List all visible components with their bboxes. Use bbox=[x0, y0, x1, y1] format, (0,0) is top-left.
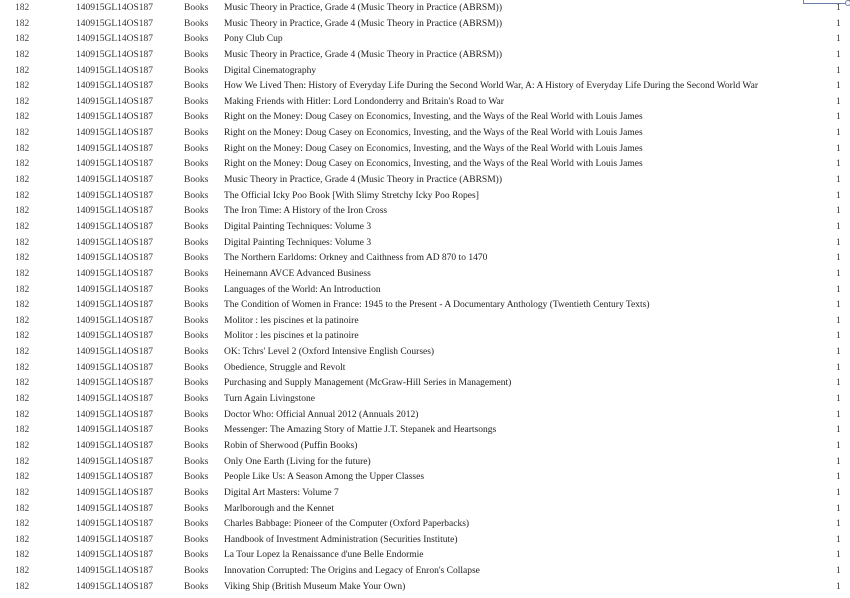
table-row[interactable] bbox=[0, 1, 850, 17]
table-row[interactable] bbox=[0, 470, 850, 486]
order-id-cell: 182 bbox=[15, 534, 30, 545]
code-cell: 140915GL14OS187 bbox=[76, 331, 154, 342]
category-cell: Books bbox=[184, 394, 209, 405]
code-cell: 140915GL14OS187 bbox=[76, 143, 154, 154]
order-id-cell: 182 bbox=[15, 315, 30, 326]
category-cell: Books bbox=[184, 581, 209, 592]
code-cell: 140915GL14OS187 bbox=[76, 112, 154, 123]
table-row[interactable] bbox=[0, 502, 850, 518]
title-cell: Only One Earth (Living for the future) bbox=[224, 456, 371, 467]
title-cell: Messenger: The Amazing Story of Mattie J.T. Stepanek and Heartsongs bbox=[224, 425, 497, 436]
title-cell: The Official Icky Poo Book [With Slimy Stretchy Icky Poo Ropes] bbox=[224, 190, 479, 201]
title-cell: Doctor Who: Official Annual 2012 (Annuals 2012) bbox=[224, 409, 419, 420]
quantity-cell: 1 bbox=[836, 253, 841, 264]
order-id-cell: 182 bbox=[15, 49, 30, 60]
code-cell: 140915GL14OS187 bbox=[76, 519, 154, 530]
quantity-cell: 1 bbox=[836, 300, 841, 311]
category-cell: Books bbox=[184, 519, 209, 530]
table-row[interactable] bbox=[0, 283, 850, 299]
quantity-cell: 1 bbox=[836, 487, 841, 498]
category-cell: Books bbox=[184, 65, 209, 76]
title-cell: Digital Painting Techniques: Volume 3 bbox=[224, 237, 372, 248]
order-id-cell: 182 bbox=[15, 394, 30, 405]
table-row[interactable] bbox=[0, 110, 850, 126]
quantity-cell: 1 bbox=[836, 284, 841, 295]
quantity-cell: 1 bbox=[836, 456, 841, 467]
category-cell: Books bbox=[184, 378, 209, 389]
code-cell: 140915GL14OS187 bbox=[76, 456, 154, 467]
quantity-cell: 1 bbox=[836, 206, 841, 217]
order-id-cell: 182 bbox=[15, 112, 30, 123]
code-cell: 140915GL14OS187 bbox=[76, 49, 154, 60]
table-row[interactable] bbox=[0, 126, 850, 142]
order-id-cell: 182 bbox=[15, 347, 30, 358]
order-id-cell: 182 bbox=[15, 143, 30, 154]
table-row[interactable] bbox=[0, 142, 850, 158]
order-id-cell: 182 bbox=[15, 487, 30, 498]
title-cell: Handbook of Investment Administration (Securities Institute) bbox=[224, 534, 458, 545]
quantity-cell: 1 bbox=[836, 65, 841, 76]
code-cell: 140915GL14OS187 bbox=[76, 440, 154, 451]
order-id-cell: 182 bbox=[15, 362, 30, 373]
order-id-cell: 182 bbox=[15, 81, 30, 92]
table-row[interactable] bbox=[0, 439, 850, 455]
code-cell: 140915GL14OS187 bbox=[76, 300, 154, 311]
title-cell: Making Friends with Hitler: Lord Londonderry and Britain's Road to War bbox=[224, 96, 504, 107]
quantity-cell: 1 bbox=[836, 503, 841, 514]
category-cell: Books bbox=[184, 128, 209, 139]
order-id-cell: 182 bbox=[15, 456, 30, 467]
code-cell: 140915GL14OS187 bbox=[76, 394, 154, 405]
table-row[interactable] bbox=[0, 267, 850, 283]
title-cell: Viking Ship (British Museum Make Your Own) bbox=[224, 581, 406, 592]
order-id-cell: 182 bbox=[15, 550, 30, 561]
table-row[interactable] bbox=[0, 455, 850, 471]
table-row[interactable] bbox=[0, 314, 850, 330]
code-cell: 140915GL14OS187 bbox=[76, 534, 154, 545]
quantity-cell: 1 bbox=[836, 440, 841, 451]
category-cell: Books bbox=[184, 112, 209, 123]
order-id-cell: 182 bbox=[15, 190, 30, 201]
code-cell: 140915GL14OS187 bbox=[76, 566, 154, 577]
title-cell: Marlborough and the Kennet bbox=[224, 503, 335, 514]
title-cell: Languages of the World: An Introduction bbox=[224, 284, 381, 295]
code-cell: 140915GL14OS187 bbox=[76, 190, 154, 201]
order-id-cell: 182 bbox=[15, 566, 30, 577]
quantity-cell: 1 bbox=[836, 409, 841, 420]
order-id-cell: 182 bbox=[15, 378, 30, 389]
table-row[interactable] bbox=[0, 95, 850, 111]
code-cell: 140915GL14OS187 bbox=[76, 253, 154, 264]
order-id-cell: 182 bbox=[15, 425, 30, 436]
category-cell: Books bbox=[184, 175, 209, 186]
category-cell: Books bbox=[184, 487, 209, 498]
order-id-cell: 182 bbox=[15, 175, 30, 186]
category-cell: Books bbox=[184, 34, 209, 45]
quantity-cell: 1 bbox=[836, 378, 841, 389]
order-id-cell: 182 bbox=[15, 581, 30, 592]
category-cell: Books bbox=[184, 190, 209, 201]
quantity-cell: 1 bbox=[836, 159, 841, 170]
title-cell: Digital Art Masters: Volume 7 bbox=[224, 487, 339, 498]
code-cell: 140915GL14OS187 bbox=[76, 221, 154, 232]
category-cell: Books bbox=[184, 221, 209, 232]
table-row[interactable] bbox=[0, 486, 850, 502]
table-row[interactable] bbox=[0, 408, 850, 424]
code-cell: 140915GL14OS187 bbox=[76, 206, 154, 217]
code-cell: 140915GL14OS187 bbox=[76, 81, 154, 92]
quantity-cell: 1 bbox=[836, 394, 841, 405]
title-cell: Turn Again Livingstone bbox=[224, 394, 315, 405]
order-id-cell: 182 bbox=[15, 96, 30, 107]
order-id-cell: 182 bbox=[15, 159, 30, 170]
title-cell: Charles Babbage: Pioneer of the Computer (Oxford Paperbacks) bbox=[224, 519, 470, 530]
title-cell: Music Theory in Practice, Grade 4 (Music Theory in Practice (ABRSM)) bbox=[224, 18, 502, 29]
table-row[interactable] bbox=[0, 298, 850, 314]
table-row[interactable] bbox=[0, 251, 850, 267]
code-cell: 140915GL14OS187 bbox=[76, 409, 154, 420]
code-cell: 140915GL14OS187 bbox=[76, 237, 154, 248]
category-cell: Books bbox=[184, 49, 209, 60]
table-row[interactable] bbox=[0, 173, 850, 189]
title-cell: Music Theory in Practice, Grade 4 (Music Theory in Practice (ABRSM)) bbox=[224, 3, 502, 13]
code-cell: 140915GL14OS187 bbox=[76, 268, 154, 279]
table-row[interactable] bbox=[0, 157, 850, 173]
order-id-cell: 182 bbox=[15, 409, 30, 420]
category-cell: Books bbox=[184, 284, 209, 295]
quantity-cell: 1 bbox=[836, 331, 841, 342]
order-id-cell: 182 bbox=[15, 3, 30, 13]
code-cell: 140915GL14OS187 bbox=[76, 581, 154, 592]
category-cell: Books bbox=[184, 315, 209, 326]
code-cell: 140915GL14OS187 bbox=[76, 362, 154, 373]
quantity-cell: 1 bbox=[836, 566, 841, 577]
title-cell: Music Theory in Practice, Grade 4 (Music Theory in Practice (ABRSM)) bbox=[224, 49, 502, 60]
category-cell: Books bbox=[184, 425, 209, 436]
code-cell: 140915GL14OS187 bbox=[76, 159, 154, 170]
table-row[interactable] bbox=[0, 79, 850, 95]
table-row[interactable] bbox=[0, 345, 850, 361]
title-cell: Obedience, Struggle and Revolt bbox=[224, 362, 346, 373]
title-cell: OK: Tchrs' Level 2 (Oxford Intensive English Courses) bbox=[224, 347, 435, 358]
quantity-cell: 1 bbox=[836, 96, 841, 107]
code-cell: 140915GL14OS187 bbox=[76, 3, 154, 13]
table-row[interactable] bbox=[0, 220, 850, 236]
quantity-cell: 1 bbox=[836, 112, 841, 123]
table-row[interactable] bbox=[0, 48, 850, 64]
quantity-cell: 1 bbox=[836, 347, 841, 358]
table-row[interactable] bbox=[0, 361, 850, 377]
order-id-cell: 182 bbox=[15, 221, 30, 232]
order-id-cell: 182 bbox=[15, 65, 30, 76]
category-cell: Books bbox=[184, 206, 209, 217]
title-cell: La Tour Lopez la Renaissance d'une Belle Endormie bbox=[224, 550, 424, 561]
quantity-cell: 1 bbox=[836, 581, 841, 592]
title-cell: Digital Painting Techniques: Volume 3 bbox=[224, 221, 372, 232]
table-row[interactable] bbox=[0, 204, 850, 220]
quantity-cell: 1 bbox=[836, 550, 841, 561]
category-cell: Books bbox=[184, 440, 209, 451]
quantity-cell: 1 bbox=[836, 237, 841, 248]
table-row[interactable] bbox=[0, 64, 850, 80]
quantity-cell: 1 bbox=[836, 143, 841, 154]
category-cell: Books bbox=[184, 409, 209, 420]
title-cell: Right on the Money: Doug Casey on Economics, Investing, and the Ways of the Real World with Louis James bbox=[224, 143, 643, 154]
order-id-cell: 182 bbox=[15, 519, 30, 530]
table-row[interactable] bbox=[0, 517, 850, 533]
title-cell: Right on the Money: Doug Casey on Economics, Investing, and the Ways of the Real World with Louis James bbox=[224, 159, 643, 170]
table-row[interactable] bbox=[0, 580, 850, 596]
code-cell: 140915GL14OS187 bbox=[76, 18, 154, 29]
order-id-cell: 182 bbox=[15, 206, 30, 217]
title-cell: Robin of Sherwood (Puffin Books) bbox=[224, 440, 358, 451]
code-cell: 140915GL14OS187 bbox=[76, 284, 154, 295]
resize-handle-icon[interactable] bbox=[845, 0, 850, 6]
table-row[interactable] bbox=[0, 17, 850, 33]
quantity-cell: 1 bbox=[836, 128, 841, 139]
order-id-cell: 182 bbox=[15, 300, 30, 311]
code-cell: 140915GL14OS187 bbox=[76, 472, 154, 483]
code-cell: 140915GL14OS187 bbox=[76, 487, 154, 498]
category-cell: Books bbox=[184, 503, 209, 514]
code-cell: 140915GL14OS187 bbox=[76, 175, 154, 186]
table-row[interactable] bbox=[0, 392, 850, 408]
title-cell: How We Lived Then: History of Everyday Life During the Second World War, A: A History of Everyday Life During the Second World War bbox=[224, 81, 759, 92]
title-cell: Innovation Corrupted: The Origins and Legacy of Enron's Collapse bbox=[224, 566, 480, 577]
table-row[interactable] bbox=[0, 189, 850, 205]
title-cell: The Condition of Women in France: 1945 to the Present - A Documentary Anthology (Twentieth Century Texts) bbox=[224, 300, 650, 311]
order-id-cell: 182 bbox=[15, 331, 30, 342]
category-cell: Books bbox=[184, 253, 209, 264]
quantity-cell: 1 bbox=[836, 472, 841, 483]
category-cell: Books bbox=[184, 331, 209, 342]
code-cell: 140915GL14OS187 bbox=[76, 128, 154, 139]
quantity-cell: 1 bbox=[836, 362, 841, 373]
title-cell: Purchasing and Supply Management (McGraw-Hill Series in Management) bbox=[224, 378, 512, 389]
quantity-cell: 1 bbox=[836, 190, 841, 201]
category-cell: Books bbox=[184, 550, 209, 561]
items-table bbox=[0, 1, 850, 595]
quantity-cell: 1 bbox=[836, 175, 841, 186]
code-cell: 140915GL14OS187 bbox=[76, 96, 154, 107]
table-row[interactable] bbox=[0, 548, 850, 564]
table-row[interactable] bbox=[0, 564, 850, 580]
code-cell: 140915GL14OS187 bbox=[76, 65, 154, 76]
title-cell: Music Theory in Practice, Grade 4 (Music Theory in Practice (ABRSM)) bbox=[224, 175, 502, 186]
category-cell: Books bbox=[184, 268, 209, 279]
order-id-cell: 182 bbox=[15, 268, 30, 279]
category-cell: Books bbox=[184, 159, 209, 170]
quantity-cell: 1 bbox=[836, 34, 841, 45]
category-cell: Books bbox=[184, 18, 209, 29]
code-cell: 140915GL14OS187 bbox=[76, 503, 154, 514]
order-id-cell: 182 bbox=[15, 237, 30, 248]
title-cell: Right on the Money: Doug Casey on Economics, Investing, and the Ways of the Real World with Louis James bbox=[224, 128, 643, 139]
title-cell: Pony Club Cup bbox=[224, 34, 283, 45]
quantity-cell: 1 bbox=[836, 81, 841, 92]
title-cell: Right on the Money: Doug Casey on Economics, Investing, and the Ways of the Real World with Louis James bbox=[224, 112, 643, 123]
category-cell: Books bbox=[184, 3, 209, 13]
quantity-cell: 1 bbox=[836, 221, 841, 232]
table-row[interactable] bbox=[0, 329, 850, 345]
category-cell: Books bbox=[184, 566, 209, 577]
table-row[interactable] bbox=[0, 423, 850, 439]
category-cell: Books bbox=[184, 534, 209, 545]
title-cell: Molitor : les piscines et la patinoire bbox=[224, 331, 359, 342]
category-cell: Books bbox=[184, 143, 209, 154]
title-cell: Heinemann AVCE Advanced Business bbox=[224, 268, 371, 279]
table-row[interactable] bbox=[0, 376, 850, 392]
table-row[interactable] bbox=[0, 32, 850, 48]
category-cell: Books bbox=[184, 237, 209, 248]
order-id-cell: 182 bbox=[15, 472, 30, 483]
category-cell: Books bbox=[184, 81, 209, 92]
order-id-cell: 182 bbox=[15, 284, 30, 295]
quantity-cell: 1 bbox=[836, 18, 841, 29]
category-cell: Books bbox=[184, 472, 209, 483]
code-cell: 140915GL14OS187 bbox=[76, 347, 154, 358]
quantity-cell: 1 bbox=[836, 268, 841, 279]
quantity-cell: 1 bbox=[836, 49, 841, 60]
order-id-cell: 182 bbox=[15, 503, 30, 514]
selection-box[interactable] bbox=[803, 0, 850, 4]
code-cell: 140915GL14OS187 bbox=[76, 315, 154, 326]
code-cell: 140915GL14OS187 bbox=[76, 378, 154, 389]
order-id-cell: 182 bbox=[15, 18, 30, 29]
table-row[interactable] bbox=[0, 533, 850, 549]
order-id-cell: 182 bbox=[15, 34, 30, 45]
order-id-cell: 182 bbox=[15, 253, 30, 264]
code-cell: 140915GL14OS187 bbox=[76, 425, 154, 436]
quantity-cell: 1 bbox=[836, 315, 841, 326]
title-cell: The Iron Time: A History of the Iron Cross bbox=[224, 206, 388, 217]
table-row[interactable] bbox=[0, 236, 850, 252]
quantity-cell: 1 bbox=[836, 519, 841, 530]
category-cell: Books bbox=[184, 96, 209, 107]
order-id-cell: 182 bbox=[15, 128, 30, 139]
code-cell: 140915GL14OS187 bbox=[76, 550, 154, 561]
category-cell: Books bbox=[184, 362, 209, 373]
category-cell: Books bbox=[184, 300, 209, 311]
category-cell: Books bbox=[184, 456, 209, 467]
quantity-cell: 1 bbox=[836, 3, 841, 13]
title-cell: Molitor : les piscines et la patinoire bbox=[224, 315, 359, 326]
category-cell: Books bbox=[184, 347, 209, 358]
title-cell: Digital Cinematography bbox=[224, 65, 317, 76]
title-cell: People Like Us: A Season Among the Upper Classes bbox=[224, 472, 425, 483]
quantity-cell: 1 bbox=[836, 425, 841, 436]
order-id-cell: 182 bbox=[15, 440, 30, 451]
code-cell: 140915GL14OS187 bbox=[76, 34, 154, 45]
quantity-cell: 1 bbox=[836, 534, 841, 545]
title-cell: The Northern Earldoms: Orkney and Caithness from AD 870 to 1470 bbox=[224, 253, 488, 264]
